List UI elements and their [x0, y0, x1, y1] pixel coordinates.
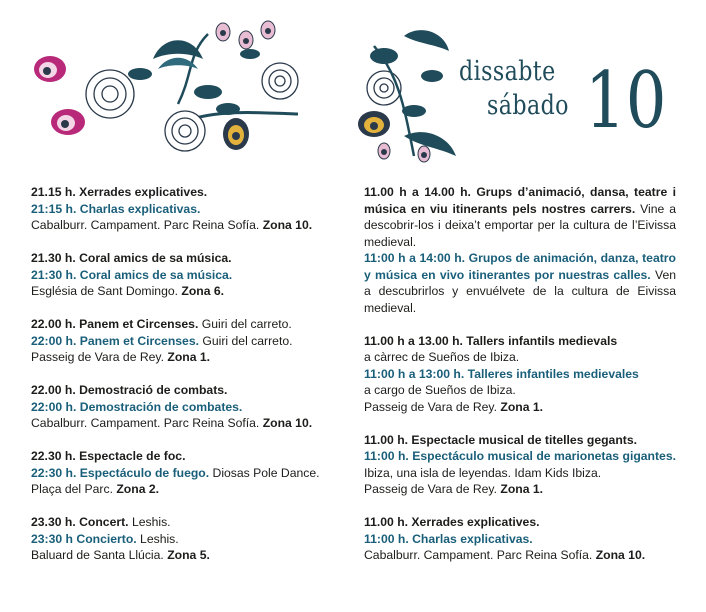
event-title-spanish: 21:30 h. Coral amics de sa música. — [31, 267, 233, 282]
event-place: Cabalburr. Campament. Parc Reina Sofía. — [31, 218, 260, 232]
event-detail-catalan: Guiri del carreto. — [201, 317, 292, 331]
event-place: Baluard de Santa Llúcia. — [31, 548, 164, 562]
day-name-spanish: sábado — [487, 90, 569, 121]
event-item — [364, 432, 676, 498]
event-detail-spanish: Leshis. — [140, 531, 179, 546]
day-name-catalan: dissabte — [459, 56, 556, 87]
event-zone: Zona 1. — [500, 482, 544, 496]
event-title-spanish: 11:00 h a 13:00 h. Talleres infantiles medievales — [364, 366, 639, 381]
event-zone: Zona 10. — [595, 548, 646, 562]
event-title-catalan: 11.00 h a 13.00 h. Tallers infantils medievals — [364, 333, 618, 348]
schedule-right-column — [364, 184, 676, 580]
event-item — [364, 514, 676, 564]
event-detail-catalan: a càrrec de Sueños de Ibiza. — [364, 350, 520, 364]
event-zone: Zona 2. — [116, 482, 160, 496]
floral-ornament-left — [28, 14, 313, 159]
event-title-spanish: 11:00 h. Charlas explicativas. — [364, 531, 533, 546]
event-zone: Zona 6. — [181, 284, 225, 298]
event-detail-spanish: Diosas Pole Dance. — [212, 465, 320, 480]
event-title-catalan: 11.00 h a 14.00 h. Grups d’animació, dansa, teatre i música en viu itinerants pels nostres carrers. — [364, 185, 676, 216]
event-item — [364, 333, 676, 416]
event-title-catalan: 21.30 h. Coral amics de sa música. — [31, 251, 232, 265]
day-number: 10 — [585, 56, 667, 146]
peacock-feather-icon — [34, 56, 85, 135]
event-zone: Zona 1. — [500, 399, 544, 414]
day-title — [455, 56, 695, 166]
event-title-spanish: 22:30 h. Espectáculo de fuego. — [31, 465, 210, 480]
event-place: Cabalburr. Campament. Parc Reina Sofía. — [31, 416, 260, 430]
event-title-catalan: 11.00 h. Xerrades explicatives. — [364, 515, 540, 529]
navy-flower-icon — [128, 40, 260, 115]
schedule-left-column — [31, 184, 331, 580]
event-detail-spanish: Ibiza, una isla de leyendas. Idam Kids Ibiza. — [364, 465, 602, 480]
event-zone: Zona 1. — [167, 350, 211, 364]
event-item — [31, 316, 331, 366]
event-title-catalan: 22.30 h. Espectacle de foc. — [31, 449, 186, 463]
event-place: Plaça del Parc. — [31, 482, 113, 496]
event-place: Passeig de Vara de Rey. — [364, 482, 498, 496]
event-item — [31, 382, 331, 432]
event-detail-spanish: Guiri del carreto. — [202, 333, 293, 348]
event-item — [31, 448, 331, 498]
event-zone: Zona 10. — [262, 218, 313, 232]
event-title-spanish: 23:30 h Concierto. — [31, 531, 137, 546]
event-title-spanish: 11:00 h a 14:00 h. Grupos de animación, danza, teatro y música en vivo itinerantes por nuestras calles. — [364, 251, 676, 282]
event-place: Passeig de Vara de Rey. — [364, 399, 498, 414]
white-flower-icon — [86, 63, 298, 151]
event-title-spanish: 21:15 h. Charlas explicativas. — [31, 201, 201, 216]
event-title-spanish: 22:00 h. Demostración de combates. — [31, 399, 243, 414]
event-zone: Zona 5. — [167, 548, 210, 562]
event-title-spanish: 22:00 h. Panem et Circenses. — [31, 333, 200, 348]
event-title-catalan: 23.30 h. Concert. — [31, 515, 129, 529]
event-title-spanish: 11:00 h. Espectáculo musical de marionetas gigantes. — [364, 449, 676, 463]
event-detail-catalan: Vine a descobrir-los i deixa’t emportar per la cultura de l’Eivissa medieval. — [364, 201, 676, 249]
event-place: Passeig de Vara de Rey. — [31, 350, 165, 364]
event-title-catalan: 22.00 h. Panem et Circenses. — [31, 317, 199, 331]
event-zone: Zona 10. — [262, 416, 313, 430]
event-detail-catalan: Leshis. — [131, 515, 171, 529]
event-item — [31, 184, 331, 234]
event-title-catalan: 11.00 h. Espectacle musical de titelles gegants. — [364, 432, 637, 447]
event-place: Cabalburr. Campament. Parc Reina Sofía. — [364, 548, 593, 562]
event-detail-spanish: a cargo de Sueños de Ibiza. — [364, 383, 516, 397]
event-item — [364, 184, 676, 316]
event-detail-spanish: Ven a descubrirlos y envuélvete de la cultura de Eivissa medieval. — [364, 267, 676, 315]
white-flower-icon — [367, 71, 401, 105]
event-title-catalan: 21.15 h. Xerrades explicatives. — [31, 185, 208, 199]
event-place: Església de Sant Domingo. — [31, 284, 179, 298]
event-item — [31, 514, 331, 564]
event-item — [31, 250, 331, 300]
event-title-catalan: 22.00 h. Demostració de combats. — [31, 383, 228, 397]
